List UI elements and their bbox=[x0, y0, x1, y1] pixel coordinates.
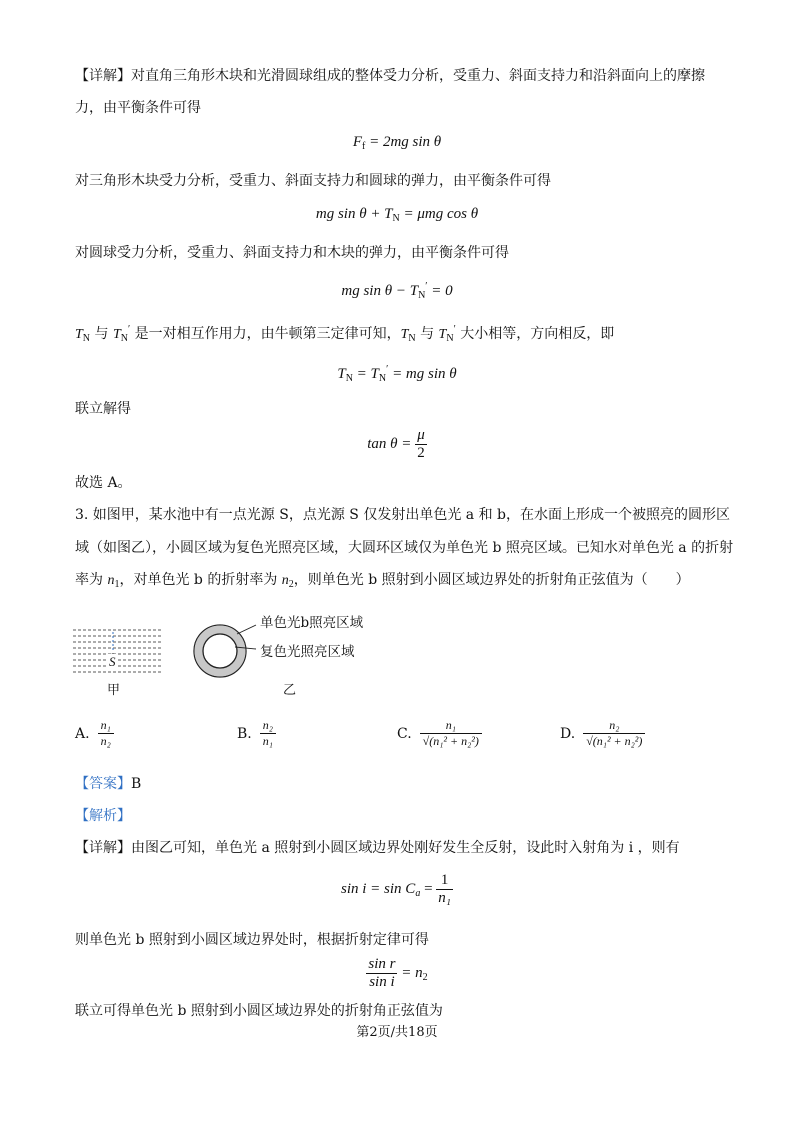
eq-part: T bbox=[337, 366, 346, 382]
fraction-denominator: n₁ bbox=[262, 734, 273, 748]
choice-fraction bbox=[420, 718, 482, 749]
figure-pool bbox=[70, 622, 170, 678]
choice-label: A. bbox=[75, 725, 90, 742]
equation-critical-angle bbox=[0, 872, 794, 907]
fraction-numerator: sin r bbox=[368, 956, 396, 972]
symbol-T: T bbox=[75, 327, 83, 342]
fraction-denominator: sin i bbox=[369, 974, 395, 990]
detail-tag: 【详解】 bbox=[75, 840, 131, 856]
fraction-numerator: n₁ bbox=[420, 718, 482, 734]
label-mono-b-region: 单色光b照亮区域 bbox=[260, 615, 364, 631]
text: ，则单色光 b 照射到小圆区域边界处的折射角正弦值为（ ） bbox=[293, 572, 690, 588]
answer-tag: 【答案】 bbox=[75, 776, 131, 792]
fraction-denominator: n₂ bbox=[100, 734, 111, 748]
paragraph-block-analysis: 对三角形木块受力分析，受重力、斜面支持力和圆球的弹力，由平衡条件可得 bbox=[75, 173, 551, 189]
paragraph-text: 由图乙可知，单色光 a 照射到小圆区域边界处刚好发生全反射，设此时入射角为 i ，则有 bbox=[131, 840, 680, 856]
question-3-line1: 3. 如图甲，某水池中有一点光源 S，点光源 S 仅发射出单色光 a 和 b，在水面上形成一个被照亮的圆形区 bbox=[75, 507, 730, 523]
paragraph-ball-analysis: 对圆球受力分析，受重力、斜面支持力和木块的弹力，由平衡条件可得 bbox=[75, 245, 509, 261]
symbol-sub: N bbox=[408, 333, 416, 344]
symbol-prime: ′ bbox=[127, 324, 131, 335]
symbol-prime: ′ bbox=[453, 324, 456, 335]
eq-symbol: F bbox=[352, 134, 362, 150]
eq-subscript: f bbox=[362, 141, 366, 152]
eq-part: mg sin θ − T bbox=[341, 283, 419, 299]
eq-subscript: N bbox=[378, 373, 387, 384]
fraction bbox=[436, 872, 453, 907]
paragraph-newton-third bbox=[75, 320, 724, 349]
text: ，对单色光 b 的折射率为 bbox=[119, 572, 282, 588]
symbol-sub: N bbox=[120, 333, 128, 344]
choice-label: B. bbox=[237, 725, 252, 742]
symbol-n: n bbox=[281, 573, 289, 588]
source-label-S: S bbox=[109, 654, 116, 669]
choice-a[interactable] bbox=[75, 718, 114, 749]
label-composite-region: 复色光照亮区域 bbox=[260, 644, 355, 660]
eq-part: = μmg cos θ bbox=[399, 206, 479, 222]
eq-subscript: a bbox=[415, 887, 421, 899]
text: 与 bbox=[90, 326, 113, 342]
text: 与 bbox=[415, 326, 439, 342]
eq-rhs: = 2mg sin θ bbox=[365, 134, 442, 150]
text: 大小相等，方向相反，即 bbox=[455, 326, 615, 342]
eq-part: = 0 bbox=[427, 283, 453, 299]
page-footer: 第2页/共18页 bbox=[356, 1025, 438, 1040]
choice-label: D. bbox=[560, 725, 576, 742]
eq-equals: = bbox=[420, 880, 437, 897]
eq-subscript: N bbox=[345, 373, 353, 384]
caption-jia: 甲 bbox=[107, 683, 121, 698]
text: 率为 bbox=[75, 572, 108, 588]
caption-yi: 乙 bbox=[283, 683, 297, 698]
figure-rings bbox=[190, 620, 260, 690]
equation-snell bbox=[0, 956, 794, 991]
equation-friction bbox=[0, 134, 794, 152]
fraction-denominator: √(n₁² + n₂²) bbox=[422, 734, 479, 748]
choice-label: C. bbox=[397, 725, 412, 742]
inner-circle bbox=[203, 634, 237, 668]
eq-prime: ′ bbox=[425, 281, 428, 292]
symbol-T: T bbox=[400, 327, 409, 342]
fraction-numerator: n₂ bbox=[260, 718, 276, 734]
eq-subscript: N bbox=[392, 213, 400, 224]
fraction bbox=[415, 427, 427, 462]
choice-fraction bbox=[260, 718, 276, 749]
fraction-denominator: 2 bbox=[417, 445, 425, 461]
symbol-sub: N bbox=[446, 333, 454, 344]
symbol-n: n bbox=[107, 573, 115, 588]
equation-ball-balance bbox=[0, 281, 794, 301]
eq-part: = T bbox=[352, 366, 379, 382]
symbol-sub: 1 bbox=[114, 579, 120, 590]
fraction-denominator: √(n₁² + n₂²) bbox=[586, 734, 643, 748]
paragraph-refraction-law: 则单色光 b 照射到小圆区域边界处时，根据折射定律可得 bbox=[75, 932, 429, 948]
fraction-numerator: n₂ bbox=[583, 718, 645, 734]
paragraph-conclusion: 联立可得单色光 b 照射到小圆区域边界处的折射角正弦值为 bbox=[75, 1003, 443, 1019]
equation-tan bbox=[0, 427, 794, 462]
leader-line-outer bbox=[237, 625, 256, 634]
eq-lhs: tan θ = bbox=[367, 435, 416, 452]
paragraph-detail-1-line1 bbox=[75, 66, 724, 86]
answer-line bbox=[75, 774, 724, 794]
equation-tension-equal bbox=[0, 364, 794, 384]
fraction-numerator: n₁ bbox=[98, 718, 114, 734]
eq-lhs: sin i = sin C bbox=[341, 880, 416, 897]
symbol-sub: N bbox=[82, 333, 91, 344]
fraction-numerator: μ bbox=[417, 427, 425, 443]
question-3-line3 bbox=[75, 570, 724, 595]
water-lines bbox=[73, 630, 162, 672]
eq-prime: ′ bbox=[386, 364, 389, 375]
text: 是一对相互作用力，由牛顿第三定律可知， bbox=[130, 326, 401, 342]
eq-part: mg sin θ + T bbox=[315, 206, 393, 222]
question-3-line2: 域（如图乙），小圆区域为复色光照亮区域，大圆环区域仅为单色光 b 照亮区域。已知水对单色光 a 的折射 bbox=[75, 540, 734, 556]
paragraph-text: 对直角三角形木块和光滑圆球组成的整体受力分析，受重力、斜面支持力和沿斜面向上的摩擦 bbox=[131, 68, 705, 84]
eq-subscript: N bbox=[418, 290, 426, 301]
paragraph-detail-2 bbox=[75, 838, 724, 858]
equation-block-balance bbox=[0, 206, 794, 224]
symbol-T: T bbox=[112, 327, 121, 342]
analysis-tag: 【解析】 bbox=[75, 808, 131, 824]
choice-d[interactable] bbox=[560, 718, 645, 749]
choice-fraction bbox=[583, 718, 645, 749]
eq-rhs: = n bbox=[397, 964, 423, 981]
paragraph-detail-1-line2: 力，由平衡条件可得 bbox=[75, 100, 201, 116]
fraction bbox=[366, 956, 397, 991]
paragraph-choose-a: 故选 A。 bbox=[75, 475, 132, 491]
choice-fraction bbox=[98, 718, 114, 749]
symbol-T: T bbox=[438, 327, 447, 342]
fraction-denominator: n₁ bbox=[438, 890, 451, 906]
paragraph-combine: 联立解得 bbox=[75, 401, 131, 417]
answer-value: B bbox=[131, 776, 142, 792]
choice-c[interactable] bbox=[397, 718, 482, 749]
fraction-numerator: 1 bbox=[436, 872, 453, 890]
choice-b[interactable] bbox=[237, 718, 276, 749]
eq-subscript: 2 bbox=[422, 971, 428, 983]
eq-part: = mg sin θ bbox=[388, 366, 457, 382]
symbol-sub: 2 bbox=[288, 579, 294, 590]
detail-tag: 【详解】 bbox=[75, 68, 131, 84]
